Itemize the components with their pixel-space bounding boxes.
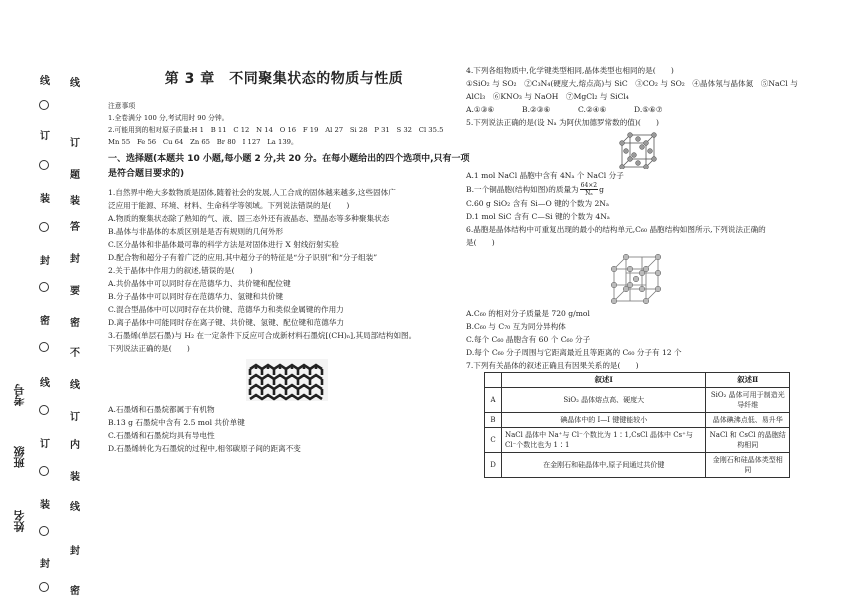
c60-cell-figure xyxy=(608,253,664,305)
q2-option-b: B.分子晶体中可以同时存在范德华力、氢键和共价键 xyxy=(108,292,284,301)
binding-hole xyxy=(39,526,49,536)
graphane-figure xyxy=(246,359,328,401)
row-key: D xyxy=(485,453,502,478)
note-2: 2.可能用到的相对原子质量:H 1 B 11 C 12 N 14 O 16 F 19 Al 27 Si 28 P 31 S 32 Cl 35.5 xyxy=(108,126,444,134)
q5-option-a: A.1 mol NaCl 晶胞中含有 4Nₐ 个 NaCl 分子 xyxy=(466,171,624,180)
binding-hole xyxy=(39,466,49,476)
question-7 xyxy=(466,359,796,478)
q2-option-a: A.共价晶体中可以同时存在范德华力、共价键和配位键 xyxy=(108,279,291,288)
q5-fraction-unit: g xyxy=(599,185,604,194)
q6-option-b: B.C₆₀ 与 C₇₀ 互为同分异构体 xyxy=(466,322,566,331)
q3-option-d: D.石墨烯转化为石墨烷的过程中,相邻碳原子间的距离不变 xyxy=(108,444,301,453)
q6-stem-1: 6.晶胞是晶体结构中可重复出现的最小的结构单元,C₆₀ 晶胞结构如图所示,下列说法正确的 xyxy=(466,225,766,234)
q1-stem-1: 1.自然界中绝大多数物质是固体,随着社会的发展,人工合成的固体越来越多,这些固体广 xyxy=(108,188,396,197)
table-header-key xyxy=(485,373,502,388)
q5-fraction-num: 64×2 xyxy=(580,182,598,189)
strip-inner-5: 答 xyxy=(70,222,80,233)
table-row xyxy=(485,388,790,413)
section-heading: 一、选择题(本题共 10 小题,每小题 2 分,共 20 分。在每小题给出的四个选项中,只有一项 xyxy=(108,154,470,164)
strip-inner-14: 线 xyxy=(70,502,80,513)
q4-option-a: A.①③⑥ xyxy=(466,105,495,114)
q5-stem: 5.下列说法正确的是(设 Nₐ 为阿伏加德罗常数的值)( ) xyxy=(466,118,659,127)
binding-hole xyxy=(39,282,49,292)
q4-option-b: B.②③⑥ xyxy=(522,105,551,114)
copper-cell-figure xyxy=(618,131,658,169)
strip-inner-3: 题 xyxy=(70,170,80,181)
q5-option-b: B.一个铜晶胞(结构如图)的质量为 xyxy=(466,185,579,194)
strip-inner-9: 不 xyxy=(70,348,80,359)
binding-hole xyxy=(39,342,49,352)
q2-option-c: C.混合型晶体中可以同时存在共价键、范德华力和类似金属键的作用力 xyxy=(108,305,344,314)
row-statement-2: SiO₂ 晶体可用于制造光导纤维 xyxy=(706,388,790,413)
right-column xyxy=(466,64,796,478)
table-header-statement-2: 叙述Ⅱ xyxy=(706,373,790,388)
strip-inner-1: 线 xyxy=(70,78,80,89)
q7-stem: 7.下列有关晶体的叙述正确且有因果关系的是( ) xyxy=(466,361,639,370)
q7-table xyxy=(484,372,790,478)
row-statement-1: 在金刚石和硅晶体中,原子间通过共价键 xyxy=(502,453,706,478)
q2-option-d: D.离子晶体中可能同时存在离子键、共价键、氢键、配位键和范德华力 xyxy=(108,318,345,327)
binding-hole xyxy=(39,222,49,232)
strip-inner-15: 封 xyxy=(70,546,80,557)
binding-hole xyxy=(39,100,49,110)
name-field: 姓名 xyxy=(13,510,26,532)
strip-inner-13: 装 xyxy=(70,472,80,483)
q1-option-a: A.物质的聚集状态除了熟知的气、液、固三态外还有液晶态、塑晶态等多种聚集状态 xyxy=(108,214,390,223)
strip-char-1: 线 xyxy=(40,76,50,87)
strip-char-7: 订 xyxy=(40,439,50,450)
row-statement-1: NaCl 晶体中 Na⁺与 Cl⁻个数比为 1∶1,CsCl 晶体中 Cs⁺与 Cl⁻个数比也为 1∶1 xyxy=(502,428,706,453)
strip-char-8: 装 xyxy=(40,500,50,511)
strip-char-2: 订 xyxy=(40,131,50,142)
strip-inner-11: 订 xyxy=(70,412,80,423)
strip-inner-4: 装 xyxy=(70,196,80,207)
strip-inner-8: 密 xyxy=(70,318,80,329)
exam-number-field: 考号 xyxy=(13,384,26,406)
q4-option-c: C.②④⑥ xyxy=(578,105,607,114)
binding-hole xyxy=(39,582,49,592)
table-header-row xyxy=(485,373,790,388)
q1-option-d: D.配合物和超分子有着广泛的应用,其中超分子的特征是“分子识别”和“分子组装” xyxy=(108,253,378,262)
note-3: Mn 55 Fe 56 Cu 64 Zn 65 Br 80 I 127 La 139。 xyxy=(108,138,298,146)
row-statement-1: SiO₂ 晶体熔点高、硬度大 xyxy=(502,388,706,413)
strip-char-5: 密 xyxy=(40,316,50,327)
q6-option-d: D.每个 C₆₀ 分子周围与它距离最近且等距离的 C₆₀ 分子有 12 个 xyxy=(466,348,682,357)
left-column xyxy=(108,64,470,455)
q5-fraction xyxy=(580,182,598,197)
strip-char-6: 线 xyxy=(40,378,50,389)
row-statement-2: NaCl 和 CsCl 的晶胞结构相同 xyxy=(706,428,790,453)
q5-option-b-row xyxy=(466,182,796,197)
strip-inner-7: 要 xyxy=(70,286,80,297)
question-5 xyxy=(466,116,796,223)
q1-option-b: B.晶体与非晶体的本质区别是是否有规则的几何外形 xyxy=(108,227,284,236)
question-6 xyxy=(466,223,796,359)
strip-char-4: 封 xyxy=(40,256,50,267)
strip-inner-6: 封 xyxy=(70,254,80,265)
q5-option-d: D.1 mol SiC 含有 C—Si 键的个数为 4Nₐ xyxy=(466,212,610,221)
table-row xyxy=(485,428,790,453)
q4-option-d: D.⑤⑥⑦ xyxy=(634,105,663,114)
strip-inner-2: 订 xyxy=(70,138,80,149)
question-4 xyxy=(466,64,796,116)
q3-stem-1: 3.石墨烯(单层石墨)与 H₂ 在一定条件下反应可合成新材料石墨烷[(CH)ₙ],其局部结构如图。 xyxy=(108,331,417,340)
q5-option-c: C.60 g SiO₂ 含有 Si—O 键的个数为 2Nₐ xyxy=(466,199,609,208)
binding-hole xyxy=(39,405,49,415)
q3-option-a: A.石墨烯和石墨烷都属于有机物 xyxy=(108,405,215,414)
q1-stem-2: 泛应用于能源、环境、材料、生命科学等领域。下列说法错误的是( ) xyxy=(108,201,350,210)
notes-header: 注意事项 xyxy=(108,102,136,110)
row-statement-2: 金刚石和硅晶体类型相同 xyxy=(706,453,790,478)
strip-char-3: 装 xyxy=(40,194,50,205)
strip-inner-16: 密 xyxy=(70,586,80,597)
page-title: 第 3 章 不同聚集状态的物质与性质 xyxy=(164,71,404,87)
q3-option-c: C.石墨烯和石墨烷均具有导电性 xyxy=(108,431,215,440)
section-heading-cont: 是符合题目要求的) xyxy=(108,169,185,179)
q3-stem-2: 下列说法正确的是( ) xyxy=(108,344,190,353)
class-field: 班级 xyxy=(13,446,26,468)
q4-stem-1: 4.下列各组物质中,化学键类型相同,晶体类型也相同的是( ) xyxy=(466,66,674,75)
table-header-statement-1: 叙述Ⅰ xyxy=(502,373,706,388)
strip-inner-12: 内 xyxy=(70,440,80,451)
note-1: 1.全卷满分 100 分,考试用时 90 分钟。 xyxy=(108,114,229,122)
row-statement-2: 晶体碘沸点低、易升华 xyxy=(706,413,790,428)
binding-hole xyxy=(39,160,49,170)
q1-option-c: C.区分晶体和非晶体最可靠的科学方法是对固体进行 X 射线衍射实验 xyxy=(108,240,339,249)
row-key: B xyxy=(485,413,502,428)
strip-inner-10: 线 xyxy=(70,380,80,391)
row-key: C xyxy=(485,428,502,453)
q5-fraction-den: Nₐ xyxy=(585,190,593,197)
question-3 xyxy=(108,329,460,455)
row-statement-1: 碘晶体中的 I—I 键键能较小 xyxy=(502,413,706,428)
q6-stem-2: 是( ) xyxy=(466,238,495,247)
q2-stem: 2.关于晶体中作用力的叙述,错误的是( ) xyxy=(108,266,253,275)
question-2 xyxy=(108,264,460,329)
q6-option-c: C.每个 C₆₀ 晶胞含有 60 个 C₆₀ 分子 xyxy=(466,335,591,344)
q4-stem-2: ①SiO₂ 与 SO₂ ②C₃N₄(硬度大,熔点高)与 SiC ③CO₂ 与 SO₂ ④晶体氖与晶体氮 ⑤NaCl 与 xyxy=(466,79,798,88)
row-key: A xyxy=(485,388,502,413)
table-row xyxy=(485,453,790,478)
table-row xyxy=(485,413,790,428)
q3-option-b: B.13 g 石墨烷中含有 2.5 mol 共价单键 xyxy=(108,418,245,427)
strip-char-9: 封 xyxy=(40,559,50,570)
q6-option-a: A.C₆₀ 的相对分子质量是 720 g/mol xyxy=(466,309,590,318)
question-1 xyxy=(108,186,460,264)
q4-stem-3: AlCl₃ ⑥KNO₃ 与 NaOH ⑦MgCl₂ 与 SiCl₄ xyxy=(466,92,629,101)
q4-options xyxy=(466,103,796,116)
